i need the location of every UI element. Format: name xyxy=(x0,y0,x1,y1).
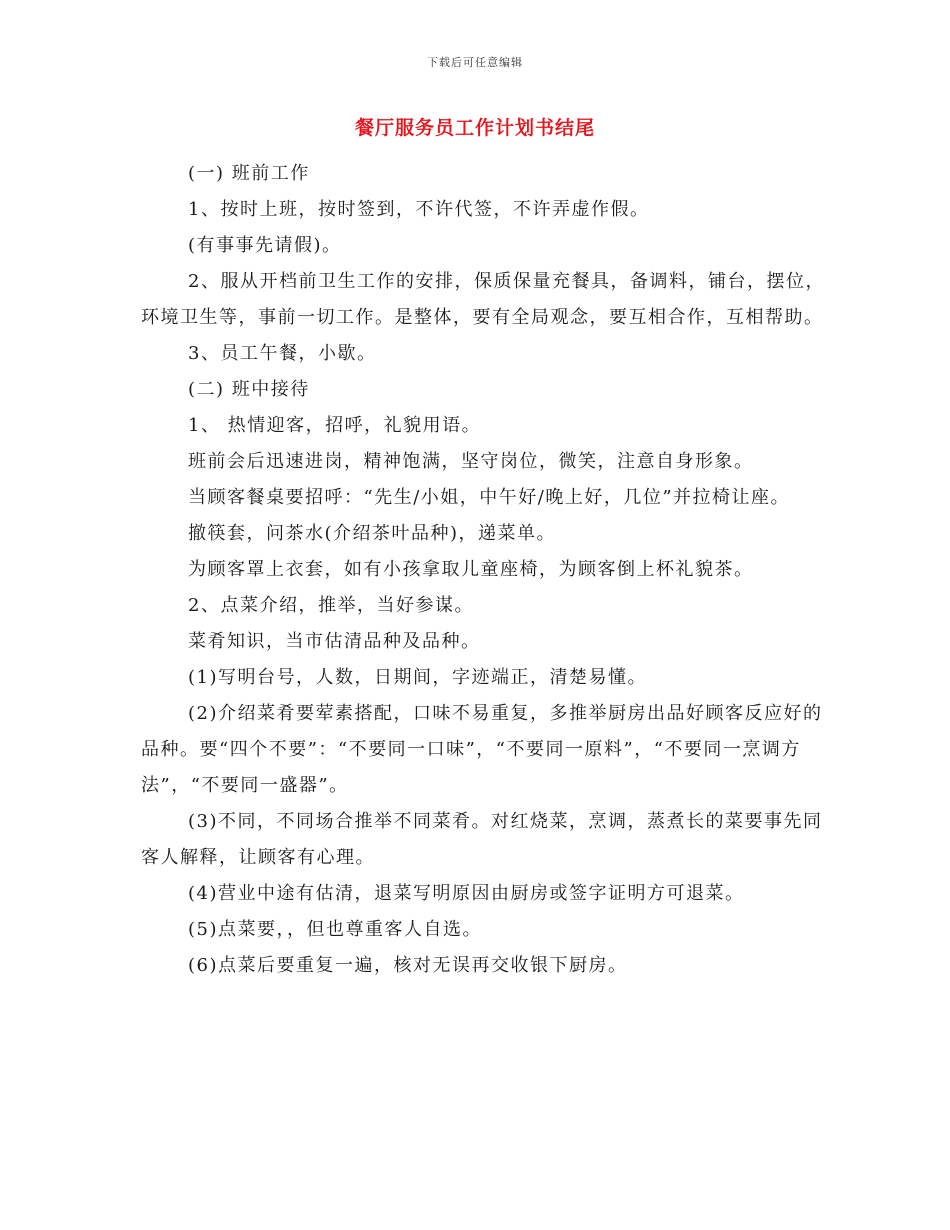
paragraph-dish-knowledge: 菜肴知识，当市估清品种及品种。 xyxy=(188,631,481,652)
list-item-6: (6)点菜后要重复一遍，核对无误再交收银下厨房。 xyxy=(188,955,628,976)
list-item-5: (5)点菜要，，但也尊重客人自选。 xyxy=(188,919,482,940)
document-body xyxy=(141,156,826,984)
list-item-2: (2)介绍菜肴要荤素搭配，口味不易重复，多推举厨房出品好顾客反应好的品种。要“四个不要”：“不要同一口味”，“不要同一原料”，“不要同一烹调方法”，“不要同一盛器”。 xyxy=(141,703,823,796)
paragraph-post-briefing: 班前会后迅速进岗，精神饱满，坚守岗位，微笑，注意自身形象。 xyxy=(188,451,754,472)
section-heading-pre-shift: (一) 班前工作 xyxy=(188,163,310,184)
paragraph-greeting: 当顾客餐桌要招呼：“先生/小姐，中午好/晚上好，几位”并拉椅让座。 xyxy=(188,487,791,508)
list-item-4: (4)营业中途有估清，退菜写明原因由厨房或签字证明方可退菜。 xyxy=(188,883,745,904)
paragraph-welcome-guests: 1、 热情迎客，招呼，礼貌用语。 xyxy=(188,415,482,436)
paragraph-ordering-advice: 2、点菜介绍，推举，当好参谋。 xyxy=(188,595,474,616)
paragraph-leave-notice: (有事事先请假)。 xyxy=(188,235,342,256)
paragraph-staff-lunch: 3、员工午餐，小歇。 xyxy=(188,343,377,364)
header-note: 下载后可任意编辑 xyxy=(427,56,523,69)
paragraph-punctuality: 1、按时上班，按时签到，不许代签，不许弄虚作假。 xyxy=(188,199,650,220)
document-title: 餐厅服务员工作计划书结尾 xyxy=(354,117,595,139)
list-item-1: (1)写明台号，人数，日期间，字迹端正，清楚易懂。 xyxy=(188,667,647,688)
paragraph-hygiene-prep: 2、服从开档前卫生工作的安排，保质保量充餐具，备调料，铺台，摆位，环境卫生等，事前一切工作。是整体，要有全局观念，要互相合作，互相帮助。 xyxy=(141,271,825,328)
list-item-3: (3)不同，不同场合推举不同菜肴。对红烧菜，烹调，蒸煮长的菜要事先同客人解释，让顾客有心理。 xyxy=(141,811,823,868)
paragraph-coat-cover: 为顾客罩上衣套，如有小孩拿取儿童座椅，为顾客倒上杯礼貌茶。 xyxy=(188,559,754,580)
section-heading-in-shift: (二) 班中接待 xyxy=(188,379,310,400)
paragraph-tea-menu: 撤筷套，问茶水(介绍茶叶品种)，递菜单。 xyxy=(188,523,557,544)
